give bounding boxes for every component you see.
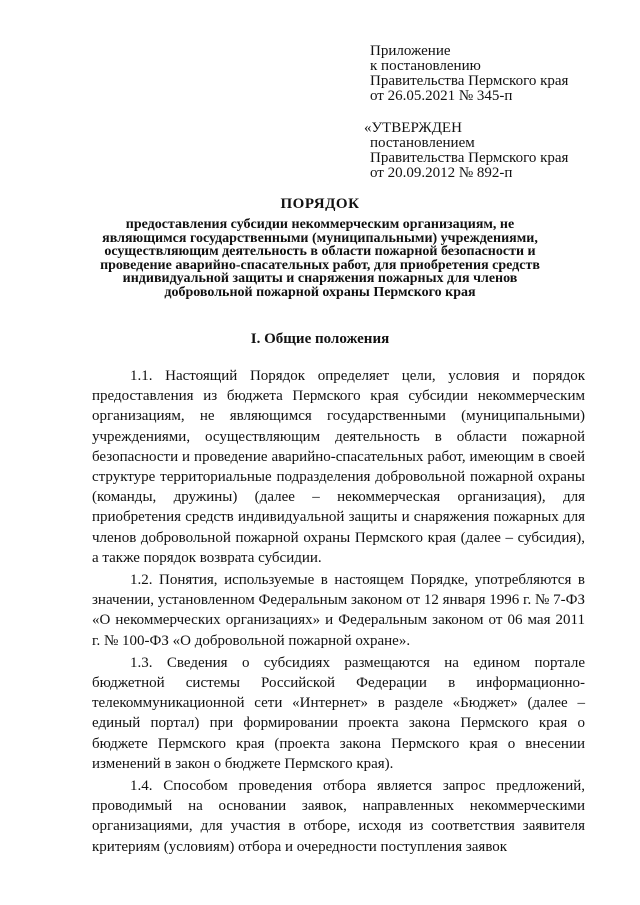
appendix-line: Приложение [370,43,451,59]
appendix-block [370,44,632,104]
appendix-line: к постановлению [370,58,481,74]
appendix-line: Правительства Пермского края [370,73,569,89]
paragraph-1-4: 1.4. Способом проведения отбора является запрос предложений, проводимый на основании заявок, направленных некоммерческими организациями, для участия в отборе, исходя из соответствия заявителя критериям (условиям) отбора и очередности поступления заявок [92,778,585,855]
appendix-line: от 26.05.2021 № 345-п [370,88,513,104]
document-title: ПОРЯДОК [280,196,360,212]
approval-line: постановлением [370,135,475,151]
paragraph-1-3: 1.3. Сведения о субсидиях размещаются на едином портале бюджетной системы Российской Федерации в информационно-телекоммуникационной сети «Интернет» в разделе «Бюджет» (далее – единый портал) при формировании проекта закона Пермского края о бюджете Пермского края (проекта закона Пермского края о внесении изменений в закон о бюджете Пермского края). [92,654,585,772]
paragraph-1-2: 1.2. Понятия, используемые в настоящем Порядке, употребляются в значении, установленном Федеральным законом от 12 января 1996 г. № 7-ФЗ «О некоммерческих организациях» и Федеральным законом от 06 мая 2011 г. № 100-ФЗ «О добровольной пожарной охране». [92,572,585,649]
approval-line: «УТВЕРЖДЕН [364,120,462,136]
approval-block [364,120,632,181]
paragraph-1-1: 1.1. Настоящий Порядок определяет цели, условия и порядок предоставления из бюджета Пермского края субсидии некоммерческим организациям, не являющимся государственными (муниципальными) учреждениями, осуществляющим деятельность в области пожарной безопасности и проведение аварийно-спасательных работ, имеющим в своей структуре территориальные подразделения добровольной пожарной охраны (команды, дружины) (далее – некоммерческая организация), для приобретения средств индивидуальной защиты и снаряжения пожарных для членов добровольной пожарной охраны Пермского края (далее – субсидия), а также порядок возврата субсидии. [92,368,585,566]
approval-line: от 20.09.2012 № 892-п [370,165,513,181]
section-heading: I. Общие положения [250,331,390,347]
document-body [92,366,585,859]
approval-line: Правительства Пермского края [370,150,569,166]
document-subtitle: предоставления субсидии некоммерческим организациям, не являющимся государственными (муниципальными) учреждениями, осуществляющим деятельность в области пожарной безопасности и проведение аварийно-спасательных работ, для приобретения средств индивидуальной защиты и снаряжения пожарных для членов добровольной пожарной охраны Пермского края [100,217,540,300]
